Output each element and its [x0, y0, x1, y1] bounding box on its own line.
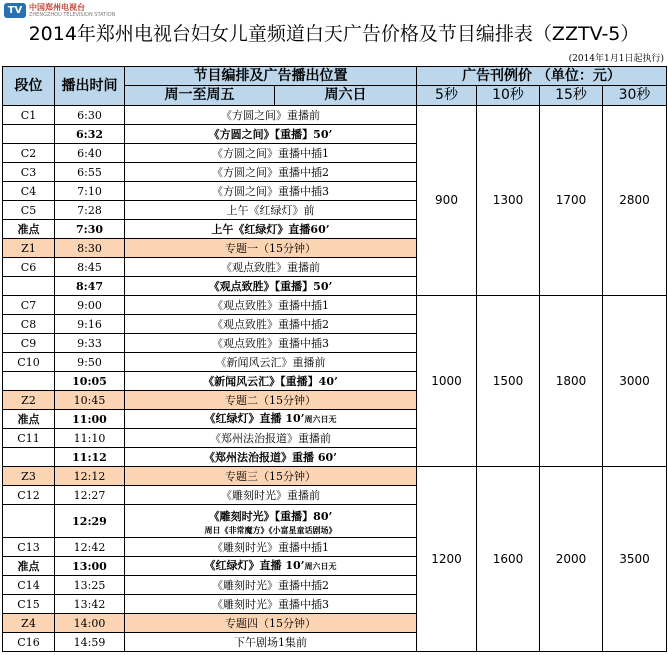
- segment-cell: 准点: [3, 220, 55, 239]
- segment-cell: C11: [3, 429, 55, 448]
- time-cell: 13:00: [55, 557, 125, 576]
- program-cell: 上午《红绿灯》直播60’: [125, 220, 417, 239]
- segment-cell: C16: [3, 633, 55, 652]
- tv-logo-icon: TV: [4, 3, 26, 18]
- program-cell: 《雕刻时光》重播中插3: [125, 595, 417, 614]
- price-5s-cell: 1200: [417, 467, 477, 652]
- schedule-table: [2, 66, 667, 652]
- program-cell: 上午《红绿灯》前: [125, 201, 417, 220]
- price-10s-cell: 1300: [477, 106, 540, 296]
- table-row: [3, 467, 667, 486]
- program-cell: 下午剧场1集前: [125, 633, 417, 652]
- program-text: 《雕刻时光》【重播】80’: [208, 509, 333, 523]
- segment-cell: C15: [3, 595, 55, 614]
- program-text: 《红绿灯》直播 10’: [204, 412, 305, 425]
- program-cell: 《方圆之间》重播中插2: [125, 163, 417, 182]
- time-cell: 12:42: [55, 538, 125, 557]
- segment-cell: [3, 448, 55, 467]
- segment-cell: C12: [3, 486, 55, 505]
- program-cell: 专题三（15分钟）: [125, 467, 417, 486]
- price-10s-cell: 1500: [477, 296, 540, 467]
- segment-cell: C7: [3, 296, 55, 315]
- program-cell: 《郑州法治报道》重播前: [125, 429, 417, 448]
- time-cell: 7:28: [55, 201, 125, 220]
- header-15s: 15秒: [540, 86, 603, 106]
- segment-cell: C6: [3, 258, 55, 277]
- program-cell: 《雕刻时光》重播中插2: [125, 576, 417, 595]
- segment-cell: C5: [3, 201, 55, 220]
- time-cell: 8:45: [55, 258, 125, 277]
- logo-cn: 中国郑州电视台: [29, 2, 85, 12]
- time-cell: 14:00: [55, 614, 125, 633]
- program-cell: [125, 505, 417, 538]
- header-saturday: 周六日: [275, 86, 417, 106]
- segment-cell: Z3: [3, 467, 55, 486]
- segment-cell: 准点: [3, 410, 55, 429]
- logo-text: [29, 3, 115, 18]
- program-text: 《红绿灯》直播 10’: [204, 559, 305, 572]
- program-cell: 《观点致胜》重播中插2: [125, 315, 417, 334]
- time-cell: 12:12: [55, 467, 125, 486]
- time-cell: 13:25: [55, 576, 125, 595]
- header-30s: 30秒: [603, 86, 667, 106]
- time-cell: 10:45: [55, 391, 125, 410]
- program-cell: 《雕刻时光》重播中插1: [125, 538, 417, 557]
- price-5s-cell: 1000: [417, 296, 477, 467]
- program-cell: 《雕刻时光》重播前: [125, 486, 417, 505]
- segment-cell: 准点: [3, 557, 55, 576]
- program-cell: 《观点致胜》重播中插3: [125, 334, 417, 353]
- header-segment: 段位: [3, 67, 55, 106]
- segment-cell: C3: [3, 163, 55, 182]
- price-5s-cell: 900: [417, 106, 477, 296]
- segment-cell: C2: [3, 144, 55, 163]
- price-30s-cell: 2800: [603, 106, 667, 296]
- program-extra-note: 周六日无: [304, 414, 337, 424]
- header-weekday: 周一至周五: [125, 86, 275, 106]
- time-cell: 6:55: [55, 163, 125, 182]
- program-cell: [125, 410, 417, 429]
- time-cell: 14:59: [55, 633, 125, 652]
- segment-cell: [3, 125, 55, 144]
- time-cell: 6:30: [55, 106, 125, 125]
- program-cell: 《方圆之间》重播中插3: [125, 182, 417, 201]
- program-extra-note: 周六日无: [304, 561, 337, 571]
- segment-cell: C4: [3, 182, 55, 201]
- segment-cell: Z1: [3, 239, 55, 258]
- time-cell: 6:32: [55, 125, 125, 144]
- time-cell: 11:12: [55, 448, 125, 467]
- price-10s-cell: 1600: [477, 467, 540, 652]
- time-cell: 9:50: [55, 353, 125, 372]
- table-row: [3, 106, 667, 125]
- segment-cell: [3, 505, 55, 538]
- logo-en: ZHENGZHOU TELEVISION STATION: [29, 11, 116, 18]
- segment-cell: C13: [3, 538, 55, 557]
- time-cell: 8:47: [55, 277, 125, 296]
- program-subnote: 周日《非常魔方》《小富星童话剧场》: [204, 524, 337, 535]
- station-logo: [4, 2, 115, 18]
- page-title: 2014年郑州电视台妇女儿童频道白天广告价格及节目编排表（ZZTV-5）: [28, 23, 640, 45]
- time-cell: 9:00: [55, 296, 125, 315]
- time-cell: 6:40: [55, 144, 125, 163]
- program-cell: 《郑州法治报道》重播 60’: [125, 448, 417, 467]
- program-cell: 《方圆之间》重播前: [125, 106, 417, 125]
- time-cell: 7:10: [55, 182, 125, 201]
- segment-cell: [3, 372, 55, 391]
- price-15s-cell: 1700: [540, 106, 603, 296]
- program-cell: [125, 557, 417, 576]
- time-cell: 12:27: [55, 486, 125, 505]
- time-cell: 8:30: [55, 239, 125, 258]
- segment-cell: Z2: [3, 391, 55, 410]
- effective-date-note: (2014年1月1日起执行): [568, 54, 664, 64]
- segment-cell: C9: [3, 334, 55, 353]
- price-30s-cell: 3500: [603, 467, 667, 652]
- program-cell: 专题二（15分钟）: [125, 391, 417, 410]
- program-cell: 《方圆之间》重播中插1: [125, 144, 417, 163]
- time-cell: 12:29: [55, 505, 125, 538]
- time-cell: 7:30: [55, 220, 125, 239]
- price-15s-cell: 2000: [540, 467, 603, 652]
- time-cell: 10:05: [55, 372, 125, 391]
- segment-cell: C14: [3, 576, 55, 595]
- program-cell: 《方圆之间》【重播】50’: [125, 125, 417, 144]
- time-cell: 11:00: [55, 410, 125, 429]
- segment-cell: [3, 277, 55, 296]
- header-5s: 5秒: [417, 86, 477, 106]
- program-cell: 《观点致胜》重播前: [125, 258, 417, 277]
- price-15s-cell: 1800: [540, 296, 603, 467]
- segment-cell: C8: [3, 315, 55, 334]
- program-cell: 专题四（15分钟）: [125, 614, 417, 633]
- time-cell: 9:16: [55, 315, 125, 334]
- header-10s: 10秒: [477, 86, 540, 106]
- table-row: [3, 296, 667, 315]
- segment-cell: Z4: [3, 614, 55, 633]
- header-time: 播出时间: [55, 67, 125, 106]
- time-cell: 9:33: [55, 334, 125, 353]
- program-cell: 《新闻风云汇》重播前: [125, 353, 417, 372]
- time-cell: 13:42: [55, 595, 125, 614]
- price-30s-cell: 3000: [603, 296, 667, 467]
- program-cell: 《新闻风云汇》【重播】40’: [125, 372, 417, 391]
- program-cell: 《观点致胜》【重播】50’: [125, 277, 417, 296]
- program-cell: 专题一（15分钟）: [125, 239, 417, 258]
- segment-cell: C1: [3, 106, 55, 125]
- program-cell: 《观点致胜》重播中插1: [125, 296, 417, 315]
- header-program: 节目编排及广告播出位置: [125, 67, 417, 86]
- header-price: 广告刊例价 （单位：元）: [417, 67, 667, 86]
- segment-cell: C10: [3, 353, 55, 372]
- time-cell: 11:10: [55, 429, 125, 448]
